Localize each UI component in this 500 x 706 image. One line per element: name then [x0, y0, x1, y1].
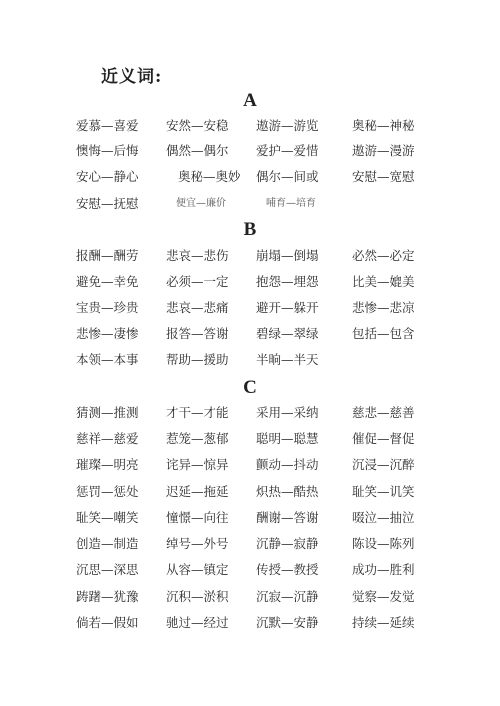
synonym-pair: 安慰—宽慰 [352, 169, 415, 184]
synonym-pair: 帮助—援助 [166, 352, 229, 367]
synonym-pair: 采用—采纳 [256, 405, 319, 420]
synonym-pair: 必须—一定 [166, 274, 229, 289]
synonym-pair: 悲惨—凄惨 [76, 326, 139, 341]
synonym-pair: 璀璨—明亮 [76, 457, 139, 472]
synonym-pair: 安然—安稳 [166, 118, 229, 133]
synonym-pair: 悲哀—悲痛 [166, 300, 229, 315]
synonym-pair: 陈设—陈列 [352, 536, 415, 551]
synonym-pair: 沉寂—沉静 [256, 589, 319, 604]
synonym-pair: 避免—幸免 [76, 274, 139, 289]
synonym-pair: 持续—延续 [352, 615, 415, 630]
synonym-pair: 爱护—爱惜 [256, 143, 319, 158]
synonym-pair: 慈祥—慈爱 [76, 431, 139, 446]
synonym-pair: 创造—制造 [76, 536, 139, 551]
synonym-pair: 催促—督促 [352, 431, 415, 446]
synonym-pair: 奥秘—奥妙 [178, 169, 241, 184]
synonym-pair: 爱慕—喜爱 [76, 118, 139, 133]
synonym-pair: 憧憬—向往 [166, 510, 229, 525]
synonym-pair: 从容—镇定 [166, 562, 229, 577]
synonym-pair: 安心—静心 [76, 169, 139, 184]
synonym-pair: 觉察—发觉 [352, 589, 415, 604]
synonym-pair: 沉默—安静 [256, 615, 319, 630]
synonym-pair: 酬谢—答谢 [256, 510, 319, 525]
synonym-pair: 悲惨—悲凉 [352, 300, 415, 315]
synonym-pair: 沉静—寂静 [256, 536, 319, 551]
synonym-pair: 颤动—抖动 [256, 457, 319, 472]
synonym-pair: 偶尔—间或 [256, 169, 319, 184]
synonym-pair: 才干—才能 [166, 405, 229, 420]
synonym-pair: 崩塌—倒塌 [256, 248, 319, 263]
synonym-pair: 绰号—外号 [166, 536, 229, 551]
synonym-pair: 猜测—推测 [76, 405, 139, 420]
synonym-pair: 传授—教授 [256, 562, 319, 577]
synonym-pair: 沉积—淤积 [166, 589, 229, 604]
synonym-pair: 耻笑—讥笑 [352, 484, 415, 499]
synonym-pair: 报酬—酬劳 [76, 248, 139, 263]
section-letter: B [243, 219, 257, 240]
synonym-pair: 啜泣—抽泣 [352, 510, 415, 525]
synonym-pair: 半晌—半天 [256, 352, 319, 367]
synonym-pair: 慈悲—慈善 [352, 405, 415, 420]
synonym-pair: 驰过—经过 [166, 615, 229, 630]
synonym-pair: 必然—必定 [352, 248, 415, 263]
section-letter: A [243, 90, 257, 111]
synonym-pair: 成功—胜利 [352, 562, 415, 577]
synonym-pair: 惩罚—惩处 [76, 484, 139, 499]
synonym-pair: 懊悔—后悔 [76, 143, 139, 158]
synonym-pair: 避开—躲开 [256, 300, 319, 315]
synonym-pair: 惹笼—葱郁 [166, 431, 229, 446]
synonym-pair: 沉思—深思 [76, 562, 139, 577]
synonym-pair: 迟延—拖延 [166, 484, 229, 499]
synonym-pair: 本领—本事 [76, 352, 139, 367]
synonym-pair: 炽热—酷热 [256, 484, 319, 499]
synonym-pair: 倘若—假如 [76, 615, 139, 630]
synonym-pair: 诧异—惊异 [166, 457, 229, 472]
synonym-pair: 偶然—偶尔 [166, 143, 229, 158]
synonym-pair: 悲哀—悲伤 [166, 248, 229, 263]
synonym-pair: 踌躇—犹豫 [76, 589, 139, 604]
page-title: 近义词: [101, 67, 163, 87]
synonym-pair: 比美—媲美 [352, 274, 415, 289]
synonym-pair: 沉浸—沉醉 [352, 457, 415, 472]
synonym-pair: 安慰—抚慰 [76, 196, 139, 211]
synonym-pair: 哺育—培育 [266, 198, 316, 209]
synonym-pair: 碧绿—翠绿 [256, 326, 319, 341]
synonym-pair: 便宜—廉价 [176, 198, 226, 209]
synonym-pair: 宝贵—珍贵 [76, 300, 139, 315]
synonym-pair: 报答—答谢 [166, 326, 229, 341]
section-letter: C [243, 377, 257, 398]
synonym-pair: 耻笑—嘲笑 [76, 510, 139, 525]
synonym-pair: 包括—包含 [352, 326, 415, 341]
synonym-pair: 遨游—漫游 [352, 143, 415, 158]
synonym-pair: 奥秘—神秘 [352, 118, 415, 133]
synonym-pair: 抱怨—埋怨 [256, 274, 319, 289]
synonym-pair: 遨游—游览 [256, 118, 319, 133]
synonym-pair: 聪明—聪慧 [256, 431, 319, 446]
